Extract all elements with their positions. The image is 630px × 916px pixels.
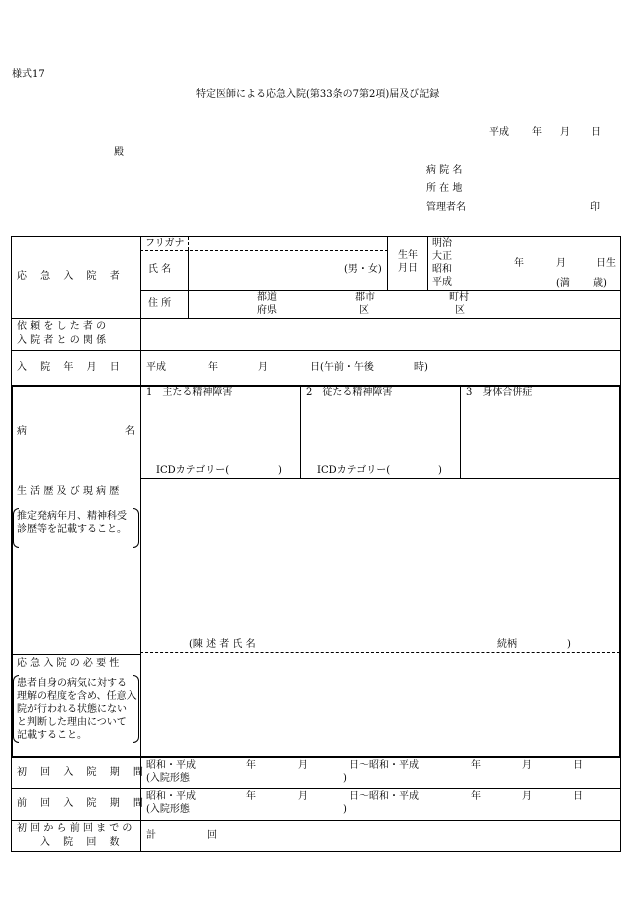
secondary-disorder-label: 2 従たる精神障害 — [306, 387, 393, 398]
admission-count-label-2: 入 院 回 数 — [40, 837, 125, 848]
prefecture-label-1: 都道 — [257, 292, 277, 303]
physical-complication-label: 3 身体合併症 — [466, 387, 533, 398]
relation-label-1: 依 頼 を し た 者 の — [17, 321, 107, 332]
admission-count-total: 計 — [146, 830, 156, 841]
prev-period-month2: 月 — [522, 791, 532, 802]
necessity-note-2: 理解の程度を含め、任意入 — [17, 691, 137, 702]
necessity-note-1: 患者自身の病気に対する — [17, 678, 127, 689]
informant-relationship-close: ) — [567, 639, 571, 650]
prev-period-label: 前 回 入 院 期 間 — [17, 798, 148, 809]
prev-period-day-sep[interactable]: 日〜昭和・平成 — [349, 791, 419, 802]
admission-month: 月 — [258, 362, 268, 373]
seal-mark: 印 — [590, 202, 600, 213]
form-number: 様式17 — [12, 69, 45, 80]
admission-year: 年 — [208, 362, 218, 373]
admission-hour: 時) — [414, 362, 428, 373]
date-year: 年 — [532, 127, 542, 138]
prefecture-label-2: 府県 — [257, 305, 277, 316]
first-period-day2: 日 — [573, 760, 583, 771]
history-note-2: 診歴等を記載すること。 — [17, 524, 127, 535]
address-label: 住 所 — [148, 298, 172, 309]
prev-period-era[interactable]: 昭和・平成 — [146, 791, 196, 802]
hospital-name-label: 病 院 名 — [426, 165, 463, 176]
birth-label-1: 生年 — [398, 250, 418, 261]
necessity-note-4: と判断した理由について — [17, 717, 127, 728]
town-label-1: 町村 — [449, 292, 469, 303]
first-period-form: (入院形態 — [146, 773, 190, 784]
age-close: 歳) — [593, 278, 607, 289]
first-period-day-sep[interactable]: 日〜昭和・平成 — [349, 760, 419, 771]
prev-period-form-close: ) — [343, 804, 347, 815]
first-period-year: 年 — [246, 760, 256, 771]
disease-label-2: 名 — [125, 426, 135, 437]
icd-category-2: ICDカテゴリー( — [317, 465, 391, 476]
first-period-month2: 月 — [522, 760, 532, 771]
history-note-1: 推定発病年月、精神科受 — [17, 511, 127, 522]
city-label-2: 区 — [359, 305, 369, 316]
date-day: 日 — [591, 127, 601, 138]
prev-period-form: (入院形態 — [146, 804, 190, 815]
admission-date-label: 入 院 年 月 日 — [17, 362, 125, 373]
era-meiji[interactable]: 明治 — [432, 238, 452, 249]
prev-period-year: 年 — [246, 791, 256, 802]
relation-label-2: 入 院 者 と の 関 係 — [17, 335, 107, 346]
town-label-2: 区 — [455, 305, 465, 316]
form-title: 特定医師による応急入院(第33条の7第2項)届及び記録 — [196, 89, 440, 100]
admission-count-label-1: 初 回 か ら 前 回 ま で の — [17, 823, 133, 834]
history-label: 生 活 歴 及 び 現 病 歴 — [17, 486, 120, 497]
birth-label-2: 月日 — [398, 263, 418, 274]
first-period-era[interactable]: 昭和・平成 — [146, 760, 196, 771]
date-month: 月 — [560, 127, 570, 138]
admission-count-times: 回 — [207, 830, 217, 841]
first-period-label: 初 回 入 院 期 間 — [17, 767, 148, 778]
necessity-note-5: 記載すること。 — [17, 730, 87, 741]
informant-relationship-label: 続柄 — [497, 639, 517, 650]
icd-category-1: ICDカテゴリー( — [156, 465, 230, 476]
prev-period-day2: 日 — [573, 791, 583, 802]
city-label-1: 郡市 — [355, 292, 375, 303]
admission-day-time[interactable]: 日(午前・午後 — [310, 362, 374, 373]
age-open: (満 — [556, 278, 570, 289]
first-period-month: 月 — [298, 760, 308, 771]
primary-disorder-label: 1 主たる精神障害 — [146, 387, 233, 398]
era-taisho[interactable]: 大正 — [432, 251, 452, 262]
date-era: 平成 — [489, 127, 509, 138]
birth-day: 日生 — [596, 258, 616, 269]
name-label: 氏 名 — [148, 264, 172, 275]
prev-period-year2: 年 — [471, 791, 481, 802]
icd-category-2-close: ) — [438, 465, 442, 476]
addressee-suffix: 殿 — [114, 147, 124, 158]
informant-name-label: (陳 述 者 氏 名 — [189, 639, 256, 650]
patient-section-label: 応 急 入 院 者 — [17, 271, 125, 282]
admission-era: 平成 — [146, 362, 166, 373]
necessity-note-3: 院が行われる状態にない — [17, 704, 127, 715]
first-period-year2: 年 — [471, 760, 481, 771]
manager-name-label: 管理者名 — [426, 202, 466, 213]
hospital-address-label: 所 在 地 — [426, 183, 463, 194]
necessity-label: 応 急 入 院 の 必 要 性 — [17, 658, 120, 669]
furigana-label: フリガナ — [145, 238, 185, 249]
era-heisei[interactable]: 平成 — [432, 277, 452, 288]
sex-options[interactable]: (男・女) — [344, 264, 382, 275]
first-period-form-close: ) — [343, 773, 347, 784]
prev-period-month: 月 — [298, 791, 308, 802]
icd-category-1-close: ) — [278, 465, 282, 476]
birth-month: 月 — [556, 258, 566, 269]
disease-label-1: 病 — [17, 426, 27, 437]
birth-year: 年 — [514, 258, 524, 269]
era-showa[interactable]: 昭和 — [432, 264, 452, 275]
